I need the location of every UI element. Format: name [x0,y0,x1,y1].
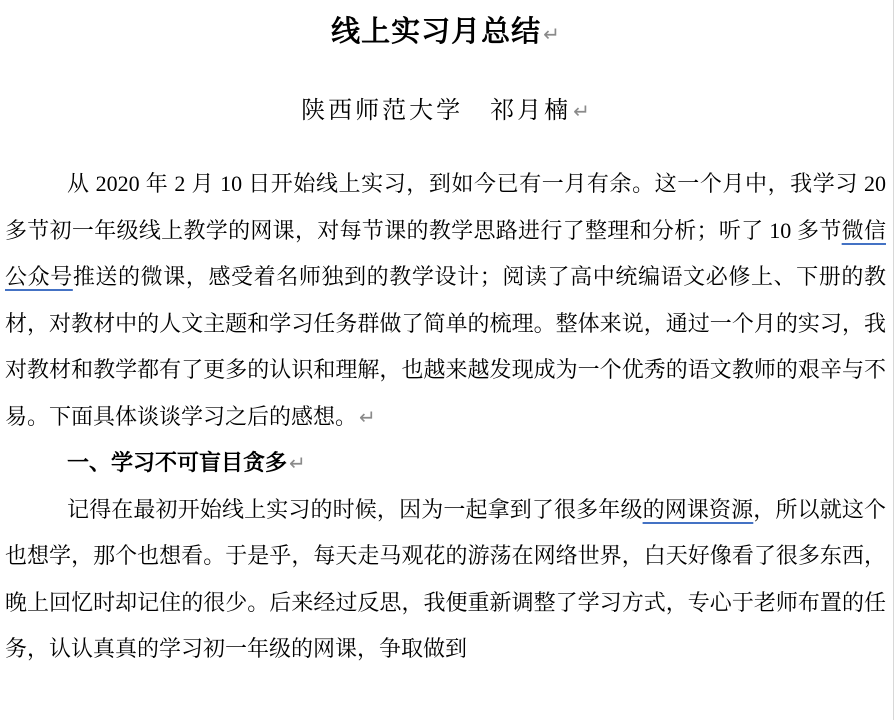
paragraph-return-mark: ↵ [359,404,376,429]
document-title [5,12,886,54]
paragraph-return-mark: ↵ [543,22,560,46]
paragraph-2 [5,487,886,673]
paragraph-1-text-a: 从 2020 年 2 月 10 日开始线上实习，到如今已有一月有余。这一个月中，我学习 20 多节初一年级线上教学的网课，对每节课的教学思路进行了整理和分析；听了 10 多节 [5,171,886,243]
byline-text: 陕西师范大学 祁月楠 [301,98,572,124]
hyperlink-wechat-official-account[interactable]: 微信公众号 [5,217,886,289]
paragraph-1 [5,161,886,440]
section-heading-1 [5,440,886,487]
document-title-text: 线上实习月总结 [331,16,542,48]
hyperlink-online-course-resources[interactable]: 的网课资源 [642,496,754,522]
paragraph-return-mark: ↵ [289,451,306,475]
section-heading-1-text: 一、学习不可盲目贪多 [67,450,288,475]
paragraph-return-mark: ↵ [573,99,590,123]
document-byline [5,94,886,128]
paragraph-1-text-b: 推送的微课，感受着名师独到的教学设计；阅读了高中统编语文必修上、下册的教材，对教材中的人文主题和学习任务群做了简单的梳理。整体来说，通过一个月的实习，我对教材和教学都有了更多的认识和理解，也越来越发现成为一个优秀的语文教师的艰辛与不易。下面具体谈谈学习之后的感想。 [5,264,886,429]
paragraph-2-text-b: ，所以就这个也想学，那个也想看。于是乎，每天走马观花的游荡在网络世界，白天好像看了很多东西，晚上回忆时却记住的很少。后来经过反思，我便重新调整了学习方式，专心于老师布置的任务，认认真真的学习初一年级的网课，争取做到 [5,496,886,661]
paragraph-2-text-a: 记得在最初开始线上实习的时候，因为一起拿到了很多年级 [67,496,643,522]
